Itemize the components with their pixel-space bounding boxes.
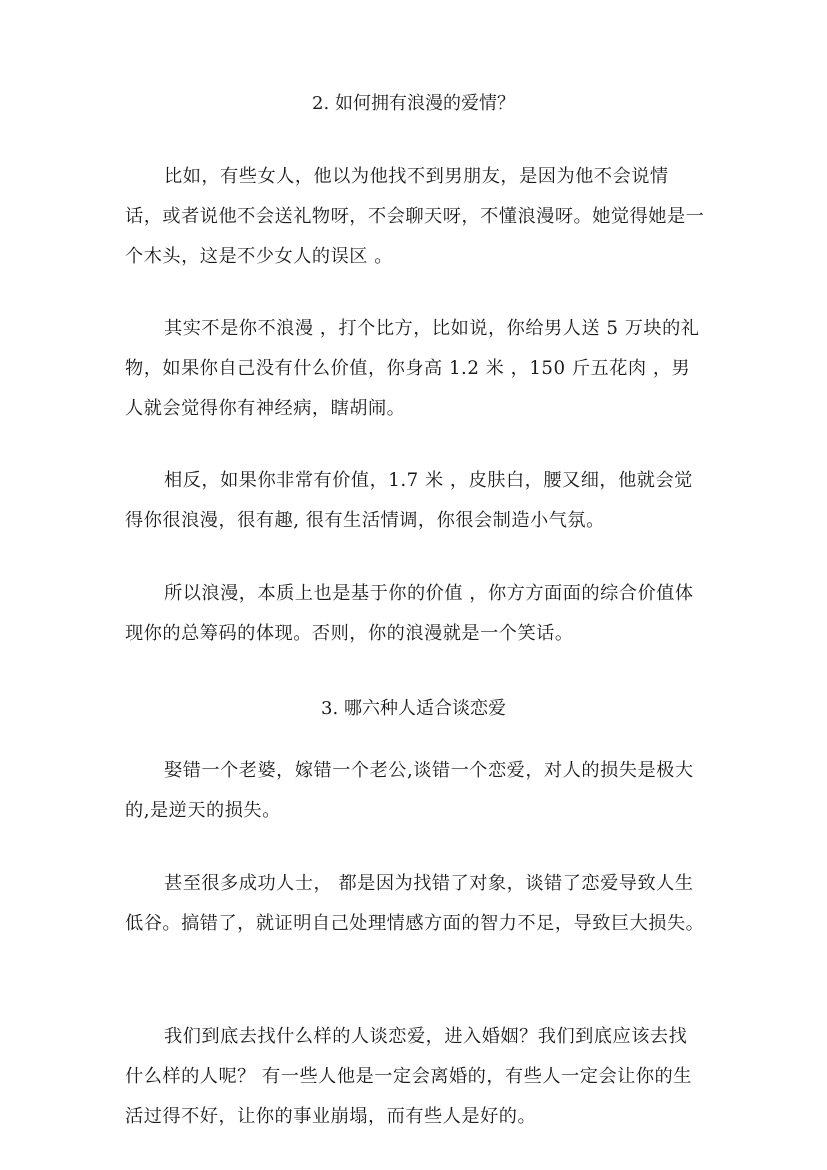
paragraph-6: 甚至很多成功人士， 都是因为找错了对象，谈错了恋爱导致人生低谷。搞错了，就证明自己处理情感方面的智力不足，导致巨大损失。: [125, 873, 705, 934]
section-heading-2: 2. 如何拥有浪漫的爱情？: [312, 93, 515, 114]
paragraph-2: 其实不是你不浪漫 ，打个比方，比如说，你给男人送 5 万块的礼物，如果你自己没有什么价值，你身高 1.2 米 ，150 斤五花肉 ，男人就会觉得你有神经病，瞎胡闹。: [125, 318, 700, 419]
paragraph-7: 我们到底去找什么样的人谈恋爱，进入婚姻？我们到底应该去找什么样的人呢？ 有一些人他是一定会离婚的，有些人一定会让你的生活过得不好，让你的事业崩塌，而有些人是好的。: [125, 1026, 692, 1127]
paragraph-5: 娶错一个老婆，嫁错一个老公,谈错一个恋爱，对人的损失是极大的,是逆天的损失。: [125, 760, 694, 821]
paragraph-1: 比如，有些女人，他以为他找不到男朋友，是因为他不会说情话，或者说他不会送礼物呀，不会聊天呀，不懂浪漫呀。她觉得她是一个木头，这是不少女人的误区 。: [125, 166, 705, 267]
section-heading-3: 3. 哪六种人适合谈恋爱: [321, 698, 506, 719]
paragraph-4: 所以浪漫，本质上也是基于你的价值 ，你方方面面的综合价值体现你的总筹码的体现。否则，你的浪漫就是一个笑话。: [125, 583, 694, 644]
paragraph-3: 相反，如果你非常有价值，1.7 米 ，皮肤白，腰又细，他就会觉得你很浪漫，很有趣, 很有生活情调，你很会制造小气氛。: [125, 470, 693, 531]
